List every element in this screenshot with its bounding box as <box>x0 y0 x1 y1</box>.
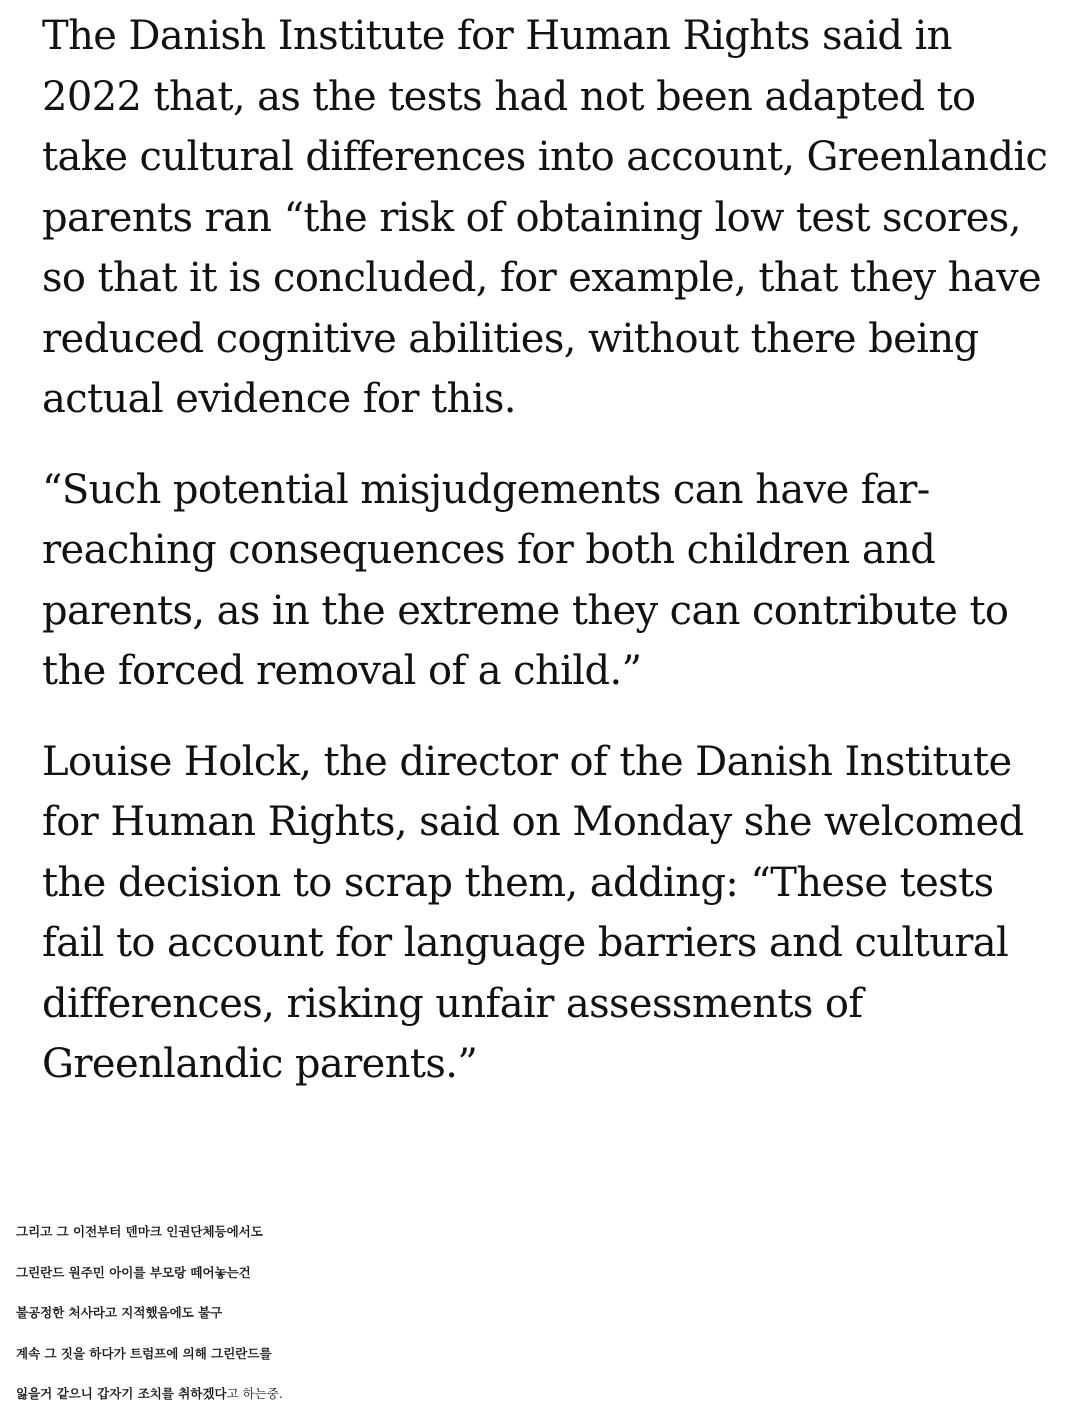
commentary-line: 그리고 그 이전부터 덴마크 인권단체등에서도 <box>16 1224 263 1239</box>
commentary-line: 계속 그 짓을 하다가 트럼프에 의해 그린란드를 <box>16 1345 272 1361</box>
article-paragraph: The Danish Institute for Human Rights said in 2022 that, as the tests had not been adapted to take cultural differences into account, Greenlandic parents ran “the risk of obtaining low test scores, so that it is concluded, for example, that they have reduced cognitive abilities, without there being actual evidence for this. <box>42 13 1048 422</box>
korean-commentary <box>16 1212 1066 1415</box>
article-paragraph: Louise Holck, the director of the Danish Institute for Human Rights, said on Monday she welcomed the decision to scrap them, adding: “These tests fail to account for language barriers and cultural differences, risking unfair assessments of Greenlandic parents.” <box>42 738 1024 1087</box>
article-body <box>42 6 1052 1125</box>
commentary-last-line-plain: 고 하는중. <box>226 1386 283 1401</box>
commentary-line: 그린란드 원주민 아이를 부모랑 떼어놓는건 <box>16 1264 251 1280</box>
commentary-last-line <box>16 1374 1066 1415</box>
article-paragraph: “Such potential misjudgements can have far-reaching consequences for both children and parents, as in the extreme they can contribute to the forced removal of a child.” <box>42 466 1009 694</box>
commentary-line: 불공정한 처사라고 지적했음에도 불구 <box>16 1305 223 1320</box>
commentary-last-line-bold: 잃을거 같으니 갑자기 조치를 취하겠다 <box>16 1386 227 1401</box>
